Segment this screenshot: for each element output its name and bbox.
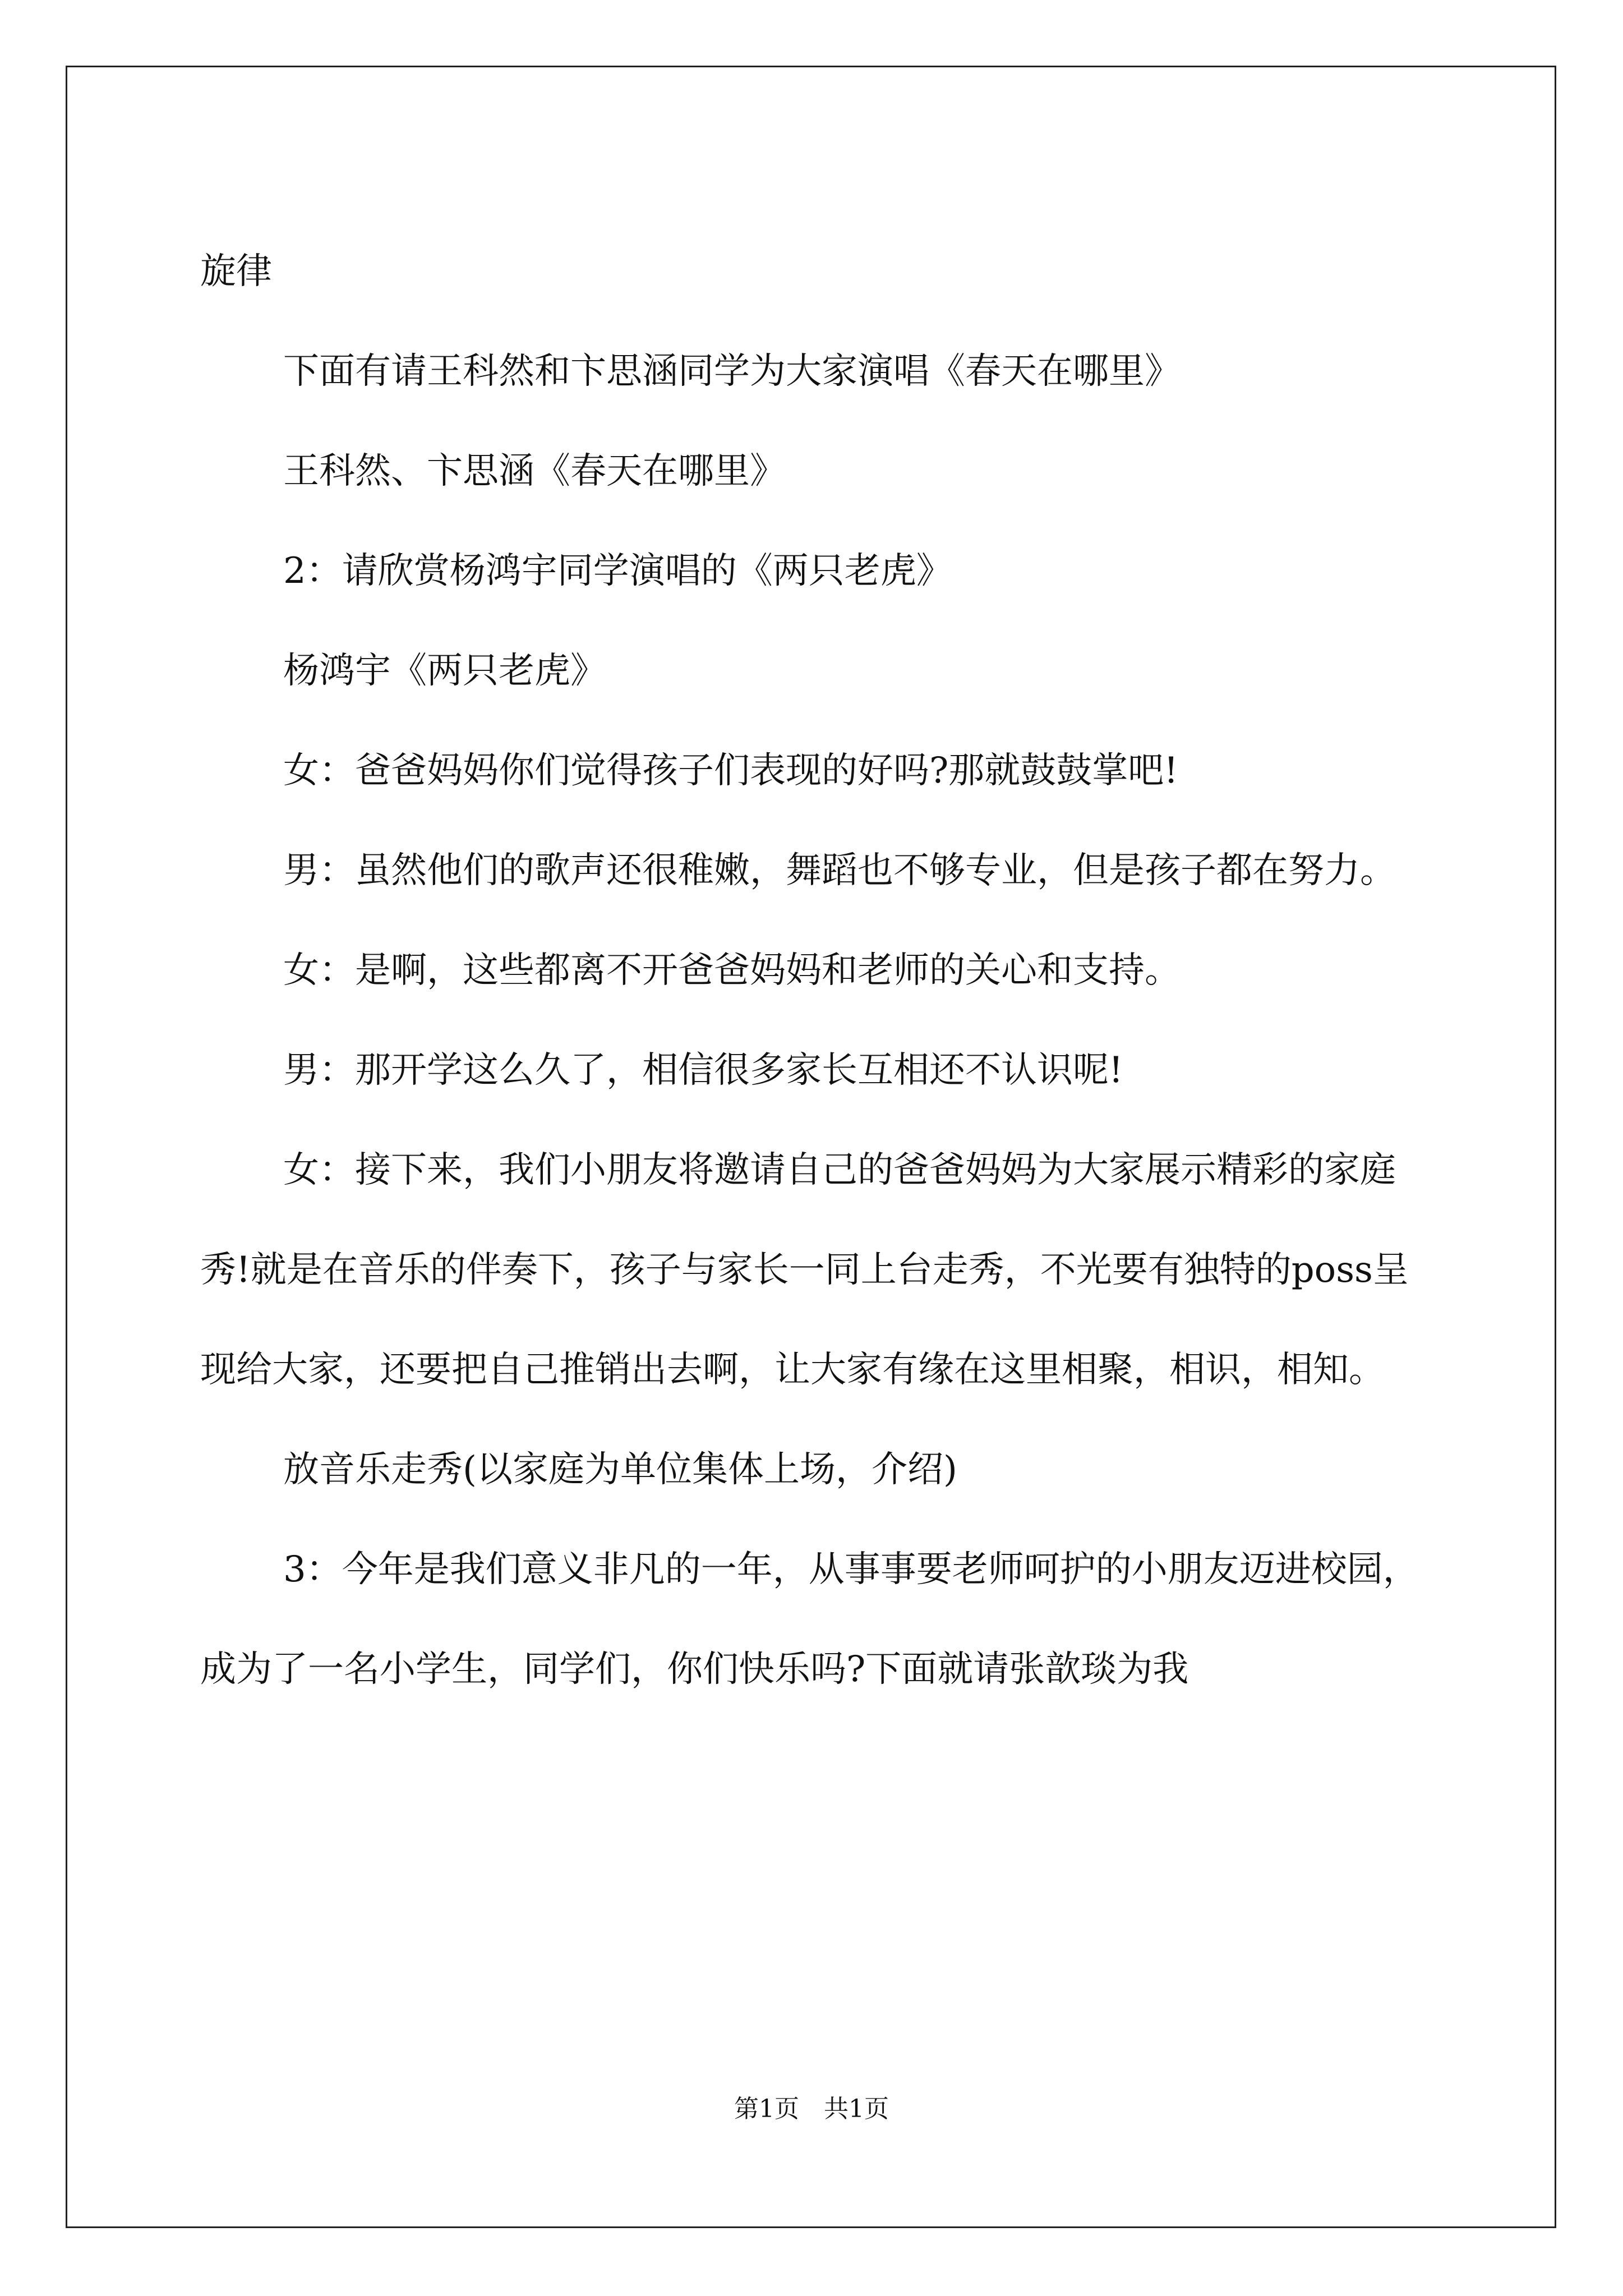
paragraph: 女：接下来，我们小朋友将邀请自己的爸爸妈妈为大家展示精彩的家庭秀!就是在音乐的伴奏下，孩子与家长一同上台走秀，不光要有独特的poss呈现给大家，还要把自己推销出去啊，让大家有缘在这里相聚，相识，相知。 <box>200 1149 1409 1391</box>
paragraph: 女：是啊，这些都离不开爸爸妈妈和老师的关心和支持。 <box>283 950 1181 991</box>
page-number-footer: 第1页 共1页 <box>734 2095 889 2123</box>
paragraph: 男：虽然他们的歌声还很稚嫩，舞蹈也不够专业，但是孩子都在努力。 <box>283 850 1396 891</box>
paragraph: 杨鸿宇《两只老虎》 <box>283 650 606 692</box>
paragraph: 王科然、卞思涵《春天在哪里》 <box>283 450 786 492</box>
paragraph: 放音乐走秀(以家庭为单位集体上场，介绍) <box>283 1449 957 1490</box>
paragraph: 下面有请王科然和卞思涵同学为大家演唱《春天在哪里》 <box>283 351 1181 392</box>
paragraph: 3：今年是我们意义非凡的一年，从事事要老师呵护的小朋友迈进校园，成为了一名小学生，同学们，你们快乐吗?下面就请张歆琰为我 <box>200 1549 1419 1690</box>
paragraph: 2：请欣赏杨鸿宇同学演唱的《两只老虎》 <box>283 550 952 592</box>
paragraph: 男：那开学这么久了，相信很多家长互相还不认识呢! <box>283 1050 1123 1091</box>
paragraph: 女：爸爸妈妈你们觉得孩子们表现的好吗?那就鼓鼓掌吧! <box>283 750 1179 792</box>
paragraph: 旋律 <box>200 251 272 292</box>
document-body <box>200 222 1431 1719</box>
